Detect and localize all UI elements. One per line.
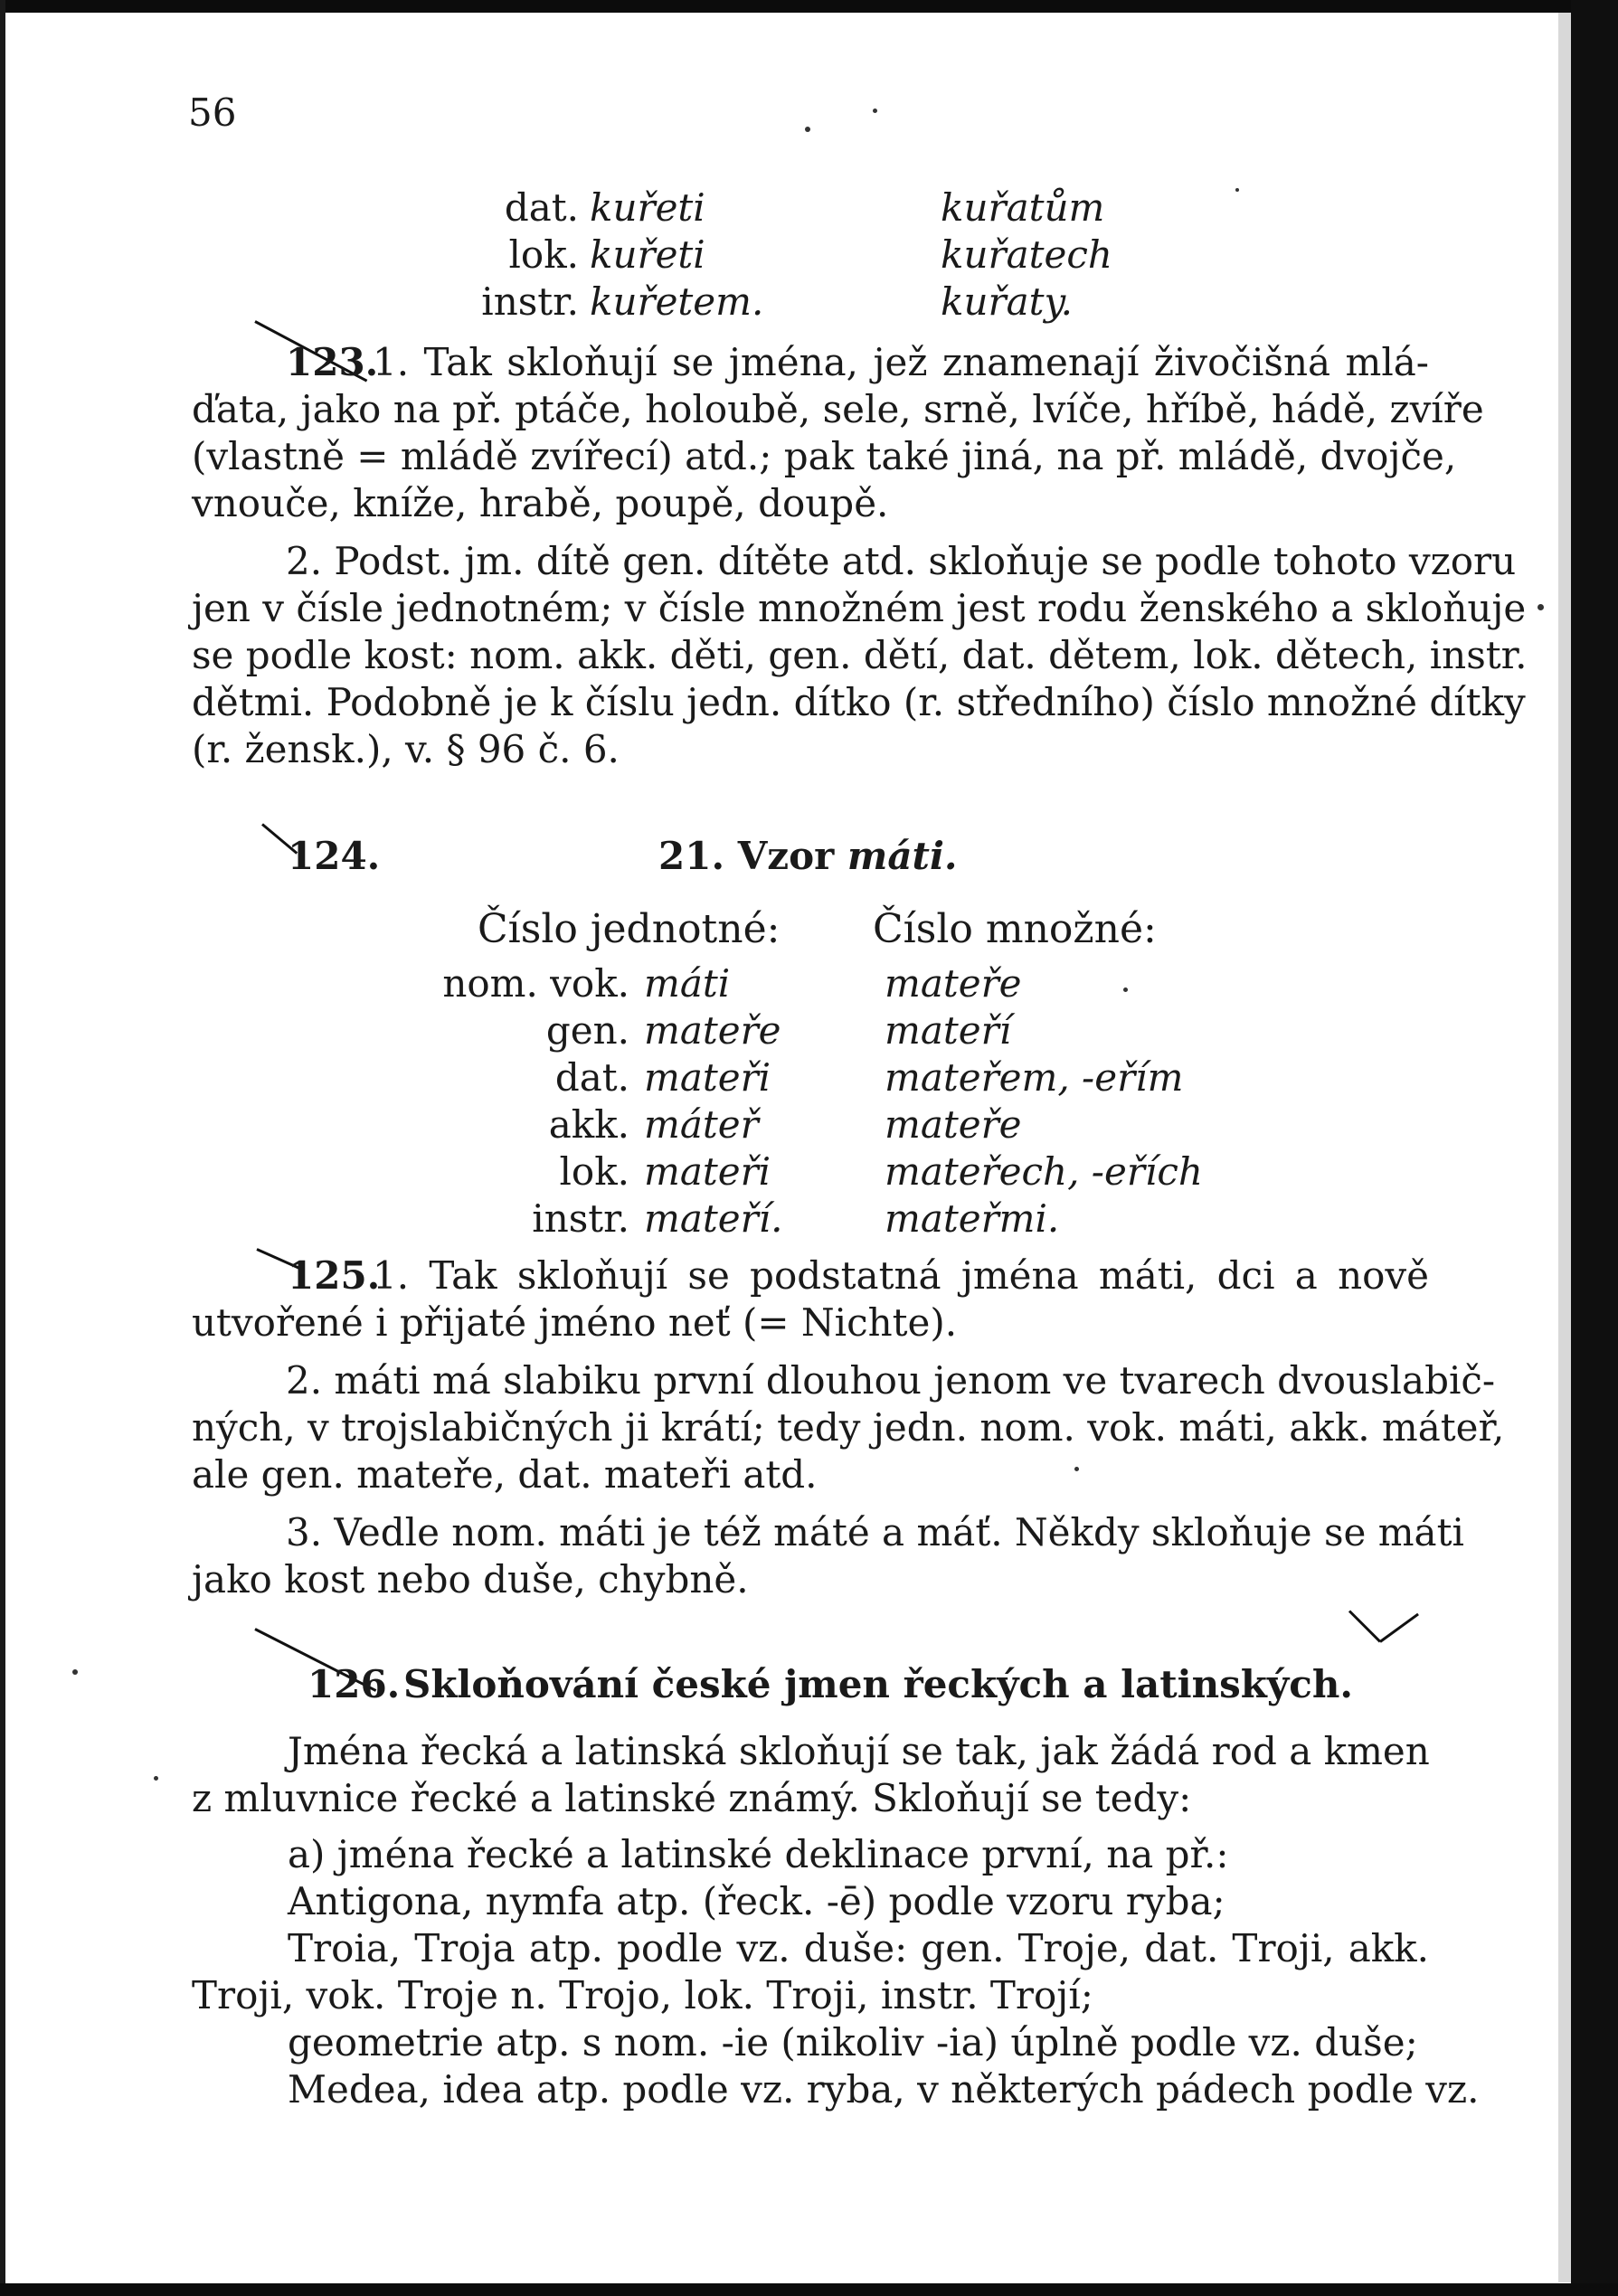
scan-speck [1074,1467,1079,1471]
mati-sg-form: mateře [644,1008,781,1053]
table-top-sg-form: kuřeti [590,185,705,230]
table-top-plural [941,184,1112,326]
mati-case: gen. [545,1008,629,1053]
paragraph-line: 2. máti má slabiku první dlouhou jenom ve tvarech dvouslabič- [286,1358,1496,1403]
mati-pl-form: mateře [885,961,1022,1006]
paragraph-line: ných, v trojslabičných ji krátí; tedy jedn. nom. vok. máti, akk. máteř, [192,1405,1505,1450]
scan-speck [154,1776,158,1781]
mati-pl-form: mateře [885,1102,1022,1147]
paragraph-line: 1. Tak skloňují se jména, jež znamenají živočišná mlá- [373,340,1429,384]
paragraph-line: Troia, Troja atp. podle vz. duše: gen. Troje, dat. Troji, akk. [288,1926,1429,1970]
table-top-cases [389,184,579,326]
paragraph-line: vnouče, kníže, hrabě, poupě, doupě. [192,481,889,525]
mati-pl-form: mateřmi. [885,1196,1060,1241]
mati-pl-form: mateří [885,1008,1012,1053]
scan-speck [873,109,877,113]
table-top-pl-form: kuřatům [941,185,1105,230]
pattern-heading [658,834,958,878]
section-number: 124. [288,834,381,878]
paragraph-line: Antigona, nymfa atp. (řeck. -ē) podle vzoru ryba; [288,1879,1225,1923]
margin-check-mark [1379,1613,1419,1643]
pattern-heading-word: máti. [847,834,958,878]
margin-check-mark [1348,1610,1381,1642]
paragraph-line: 3. Vedle nom. máti je též máté a máť. Někdy skloňuje se máti [286,1510,1464,1554]
paragraph-line: (r. žensk.), v. § 96 č. 6. [192,727,620,771]
mati-case: instr. [532,1196,629,1241]
mati-case: lok. [559,1149,629,1194]
table-top-pl-form: kuřatech [941,232,1112,277]
mati-case: akk. [548,1102,629,1147]
mati-case: dat. [554,1055,629,1100]
table-top-case: dat. [504,185,579,230]
section-number: 125. [288,1253,381,1298]
scan-speck [1538,604,1544,610]
paragraph-line: ďata, jako na př. ptáče, holoubě, sele, srně, lvíče, hříbě, hádě, zvíře [192,387,1484,431]
scan-speck [1123,987,1128,992]
table-top-case: lok. [508,232,579,277]
paragraph-line: 1. Tak skloňují se podstatná jména máti, dci a nově [373,1253,1429,1298]
scan-speck [805,127,810,132]
scan-speck [72,1669,78,1675]
page-number: 56 [188,90,237,135]
paragraph-line: a) jména řecké a latinské deklinace první, na př.: [288,1832,1229,1876]
scan-speck [1235,188,1239,192]
paragraph-line: se podle kost: nom. akk. děti, gen. dětí, dat. dětem, lok. dětech, instr. [192,633,1528,677]
mati-plural [885,960,1203,1242]
paragraph-line: ale gen. mateře, dat. mateři atd. [192,1452,818,1497]
paragraph-line: Troji, vok. Troje n. Trojo, lok. Troji, instr. Trojí; [192,1973,1093,2017]
column-header-plural: Číslo množné: [873,906,1157,952]
table-top-case: instr. [481,279,579,324]
paragraph-line: Medea, idea atp. podle vz. ryba, v některých pádech podle vz. [288,2067,1480,2112]
paragraph-line: dětmi. Podobně je k číslu jedn. dítko (r. středního) číslo množné dítky [192,680,1526,724]
column-header-singular: Číslo jednotné: [478,906,781,952]
mati-pl-form: mateřech, -eřích [885,1149,1203,1194]
table-top-sg-form: kuřeti [590,232,705,277]
mati-pl-form: mateřem, -eřím [885,1055,1184,1100]
section-number: 126. [308,1662,401,1706]
paragraph-line: Jména řecká a latinská skloňují se tak, jak žádá rod a kmen [288,1729,1430,1773]
mati-sg-form: máteř [644,1102,759,1147]
paragraph-line: (vlastně = mládě zvířecí) atd.; pak také jiná, na př. mládě, dvojče, [192,434,1457,478]
table-top-pl-form: kuřaty. [941,279,1073,324]
mati-sg-form: mateří. [644,1196,783,1241]
paragraph-line: utvořené i přijaté jméno neť (= Nichte). [192,1300,958,1345]
mati-case: nom. vok. [442,961,629,1006]
paragraph-line: geometrie atp. s nom. -ie (nikoliv -ia) úplně podle vz. duše; [288,2020,1418,2065]
section-heading: Skloňování české jmen řeckých a latinských. [403,1662,1354,1706]
paragraph-line: jen v čísle jednotném; v čísle množném jest rodu ženského a skloňuje [192,586,1527,630]
paragraph-line: 2. Podst. jm. dítě gen. dítěte atd. skloňuje se podle tohoto vzoru [286,539,1517,583]
table-top-singular [590,184,763,326]
section-number: 123. [286,340,379,384]
table-top-sg-form: kuřetem. [590,279,764,324]
mati-cases [389,960,629,1242]
mati-sg-form: mateři [644,1055,771,1100]
paragraph-line: jako kost nebo duše, chybně. [192,1557,749,1602]
mati-singular [644,960,782,1242]
mati-sg-form: mateři [644,1149,771,1194]
pattern-heading-prefix: 21. Vzor [658,834,835,878]
paragraph-line: z mluvnice řecké a latinské známý. Skloňují se tedy: [192,1776,1192,1820]
mati-sg-form: máti [644,961,731,1006]
